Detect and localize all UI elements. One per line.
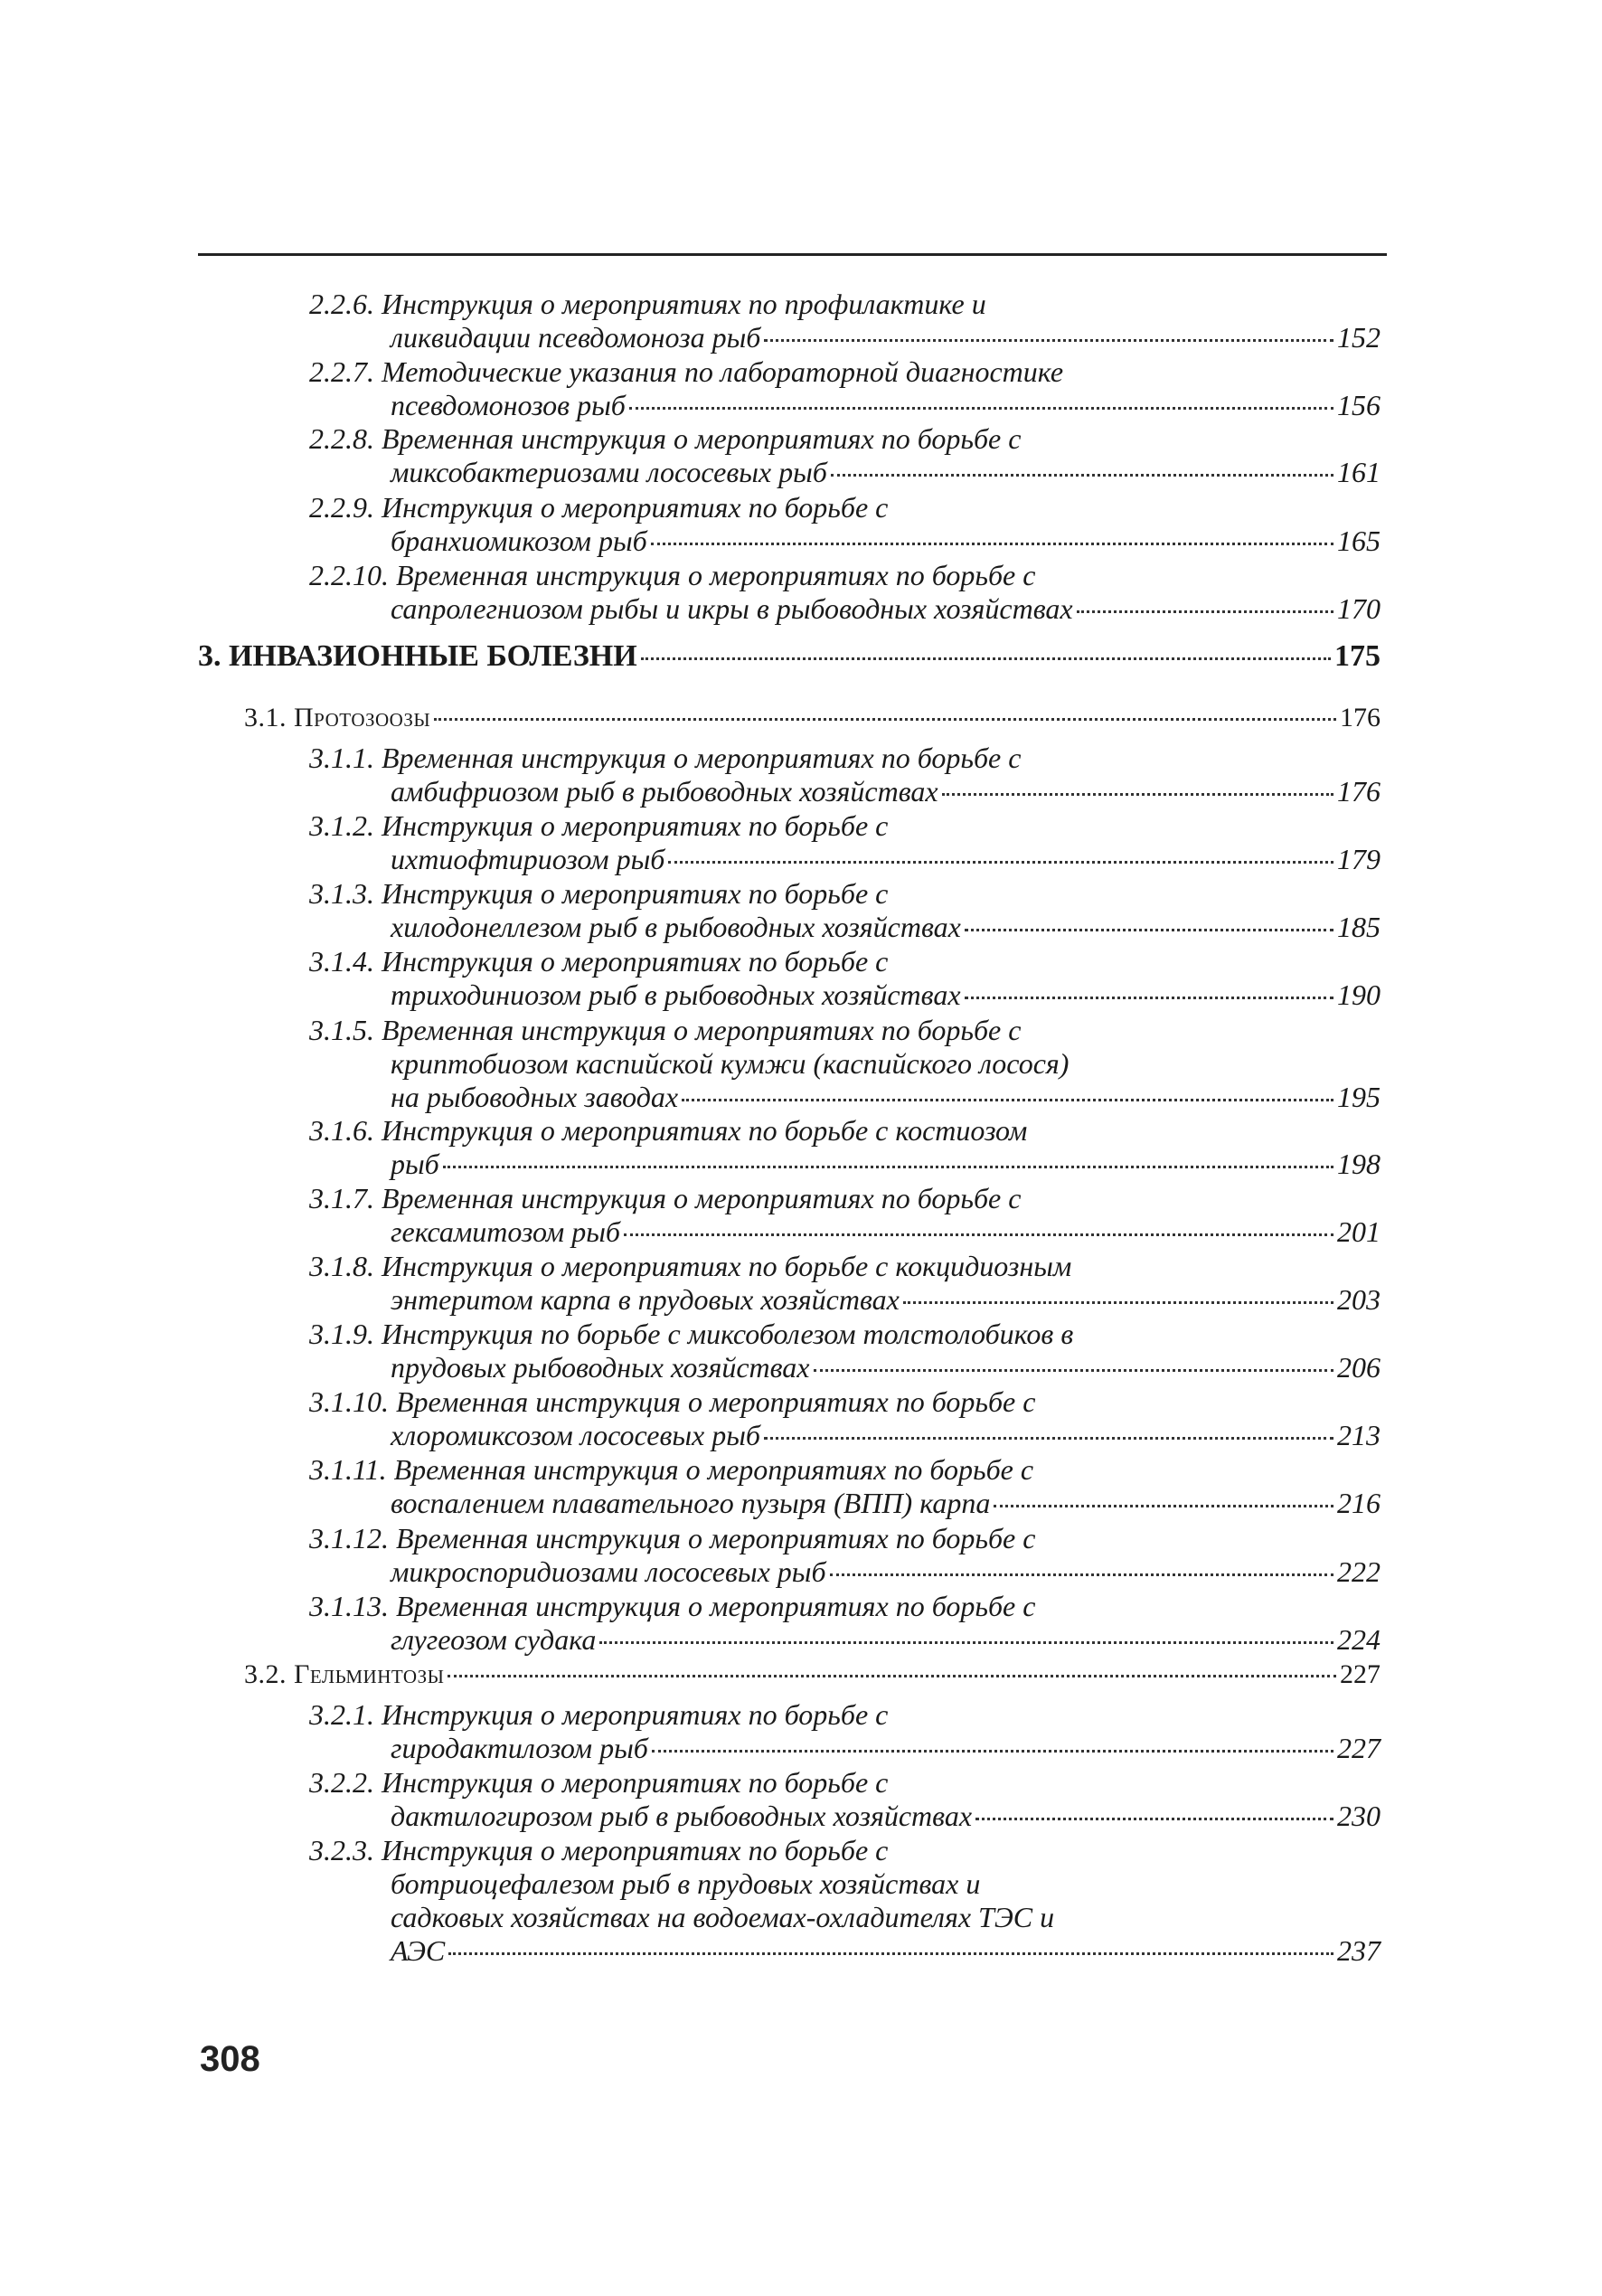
leader-dots	[443, 1166, 1333, 1168]
toc-entry[interactable]	[309, 1250, 1381, 1317]
toc-entry-title: сапролегниозом рыбы и икры в рыбоводных хозяйствах	[391, 592, 1073, 625]
toc-entry-line	[309, 1148, 1381, 1181]
toc-entry-line	[309, 1698, 1381, 1732]
toc-page-number: 170	[1337, 592, 1381, 625]
leader-dots	[965, 929, 1333, 931]
subsection-heading-title: 3.1. Протозоозы	[244, 703, 431, 732]
toc-entry-title: 3.1.1. Временная инструкция о мероприятиях по борьбе с	[309, 742, 1022, 774]
toc-entry-title: 3.1.8. Инструкция о мероприятиях по борьбе с кокцидиозным	[309, 1250, 1072, 1282]
toc-entry-line	[309, 1081, 1381, 1114]
toc-entry-line	[309, 1114, 1381, 1148]
leader-dots	[764, 339, 1333, 342]
toc-entry-line	[309, 843, 1381, 876]
toc-entry-title: 3.1.11. Временная инструкция о мероприятиях по борьбе с	[309, 1453, 1034, 1486]
toc-entry-line	[309, 1014, 1381, 1047]
toc-entry[interactable]	[309, 877, 1381, 944]
toc-entry-line	[309, 1555, 1381, 1589]
toc-entry-title: 2.2.6. Инструкция о мероприятиях по профилактике и	[309, 288, 986, 320]
subsection-heading-page: 227	[1340, 1659, 1381, 1689]
leader-dots	[942, 793, 1333, 796]
toc-entry-line	[309, 1732, 1381, 1765]
toc-page-number: 152	[1337, 321, 1381, 354]
toc-entry-line	[309, 1766, 1381, 1800]
toc-entry-title: псевдомонозов рыб	[391, 389, 626, 421]
section-heading-title: 3. ИНВАЗИОННЫЕ БОЛЕЗНИ	[198, 639, 637, 673]
toc-entry-line	[309, 809, 1381, 843]
toc-entry-line	[309, 978, 1381, 1012]
toc-page-number: 227	[1337, 1732, 1381, 1764]
leader-dots	[629, 407, 1333, 410]
toc-entry-title: хилодонеллезом рыб в рыбоводных хозяйствах	[391, 911, 961, 943]
toc-entry-title: АЭС	[391, 1934, 446, 1967]
toc-entry[interactable]	[309, 945, 1381, 1012]
section-heading[interactable]	[198, 638, 1381, 675]
toc-entry-title: микроспоридиозами лососевых рыб	[391, 1555, 826, 1588]
toc-entry[interactable]	[309, 1766, 1381, 1833]
toc-page-number: 201	[1337, 1215, 1381, 1248]
section-heading-page: 175	[1334, 639, 1381, 673]
toc-entry[interactable]	[309, 1182, 1381, 1249]
toc-entry-title: 3.1.5. Временная инструкция о мероприятиях по борьбе с	[309, 1014, 1022, 1046]
toc-entry-title: 3.2.2. Инструкция о мероприятиях по борьбе с	[309, 1766, 889, 1799]
toc-entry-line	[309, 1867, 1381, 1901]
toc-entry-title: 3.1.13. Временная инструкция о мероприятиях по борьбе с	[309, 1590, 1036, 1622]
toc-entry-line	[309, 1934, 1381, 1968]
toc-entry-line	[309, 389, 1381, 422]
toc-entry-title: прудовых рыбоводных хозяйствах	[391, 1351, 810, 1384]
toc-entry-title: 3.1.12. Временная инструкция о мероприятиях по борьбе с	[309, 1522, 1036, 1554]
leader-dots	[599, 1641, 1333, 1644]
toc-page-number: 224	[1337, 1623, 1381, 1656]
toc-entry-title: 3.2.1. Инструкция о мероприятиях по борьбе с	[309, 1698, 889, 1731]
toc-entry-title: ликвидации псевдомоноза рыб	[391, 321, 761, 354]
leader-dots	[652, 1750, 1333, 1753]
toc-entry[interactable]	[309, 809, 1381, 876]
toc-entry-line	[309, 1385, 1381, 1419]
leader-dots	[814, 1369, 1334, 1372]
toc-entry-line	[309, 1215, 1381, 1249]
leader-dots	[434, 718, 1336, 721]
toc-entry[interactable]	[309, 1114, 1381, 1181]
toc-entry[interactable]	[309, 1522, 1381, 1589]
toc-entry-line	[309, 1623, 1381, 1657]
leader-dots	[1077, 610, 1333, 613]
toc-entry-line	[309, 1351, 1381, 1384]
toc-entry-line	[309, 1590, 1381, 1623]
toc-entry-title: 2.2.9. Инструкция о мероприятиях по борьбе с	[309, 491, 889, 524]
toc-entry-line	[309, 945, 1381, 978]
page-number: 308	[200, 2039, 260, 2079]
toc-entry-line	[309, 1283, 1381, 1317]
toc-entry[interactable]	[309, 1318, 1381, 1384]
toc-page-number: 203	[1337, 1283, 1381, 1316]
leader-dots	[903, 1301, 1333, 1304]
toc-entry[interactable]	[309, 491, 1381, 558]
toc-entry-title: гексамитозом рыб	[391, 1215, 620, 1248]
leader-dots	[448, 1675, 1336, 1677]
toc-entry-line	[309, 1834, 1381, 1867]
toc-page-number: 156	[1337, 389, 1381, 421]
toc-entry-line	[309, 456, 1381, 489]
toc-entry[interactable]	[309, 1014, 1381, 1114]
leader-dots	[994, 1505, 1333, 1507]
toc-page-number: 222	[1337, 1555, 1381, 1588]
toc-entry-line	[309, 911, 1381, 944]
toc-entry-line	[309, 1419, 1381, 1452]
toc-entry-title: амбифриозом рыб в рыбоводных хозяйствах	[391, 775, 938, 808]
subsection-heading[interactable]	[244, 702, 1381, 734]
toc-entry-line	[309, 1047, 1381, 1081]
toc-entry-title: на рыбоводных заводах	[391, 1081, 679, 1113]
toc-entry-title: хлоромиксозом лососевых рыб	[391, 1419, 761, 1451]
leader-dots	[965, 997, 1333, 999]
toc-entry-line	[309, 1250, 1381, 1283]
toc-entry-line	[309, 1487, 1381, 1520]
toc-page-number: 216	[1337, 1487, 1381, 1519]
toc-page-number: 185	[1337, 911, 1381, 943]
toc-entry-title: ботриоцефалезом рыб в прудовых хозяйствах и	[391, 1867, 981, 1900]
toc-entry-line	[309, 422, 1381, 456]
toc-entry-title: 2.2.7. Методические указания по лабораторной диагностике	[309, 355, 1064, 388]
toc-page-number: 206	[1337, 1351, 1381, 1384]
toc-entry-title: 3.1.6. Инструкция о мероприятиях по борьбе с костиозом	[309, 1114, 1028, 1147]
toc-entry[interactable]	[309, 1834, 1381, 1968]
toc-entry[interactable]	[309, 288, 1381, 354]
toc-page-number: 176	[1337, 775, 1381, 808]
toc-page-number: 198	[1337, 1148, 1381, 1180]
toc-entry-title: энтеритом карпа в прудовых хозяйствах	[391, 1283, 900, 1316]
toc-entry[interactable]	[309, 1385, 1381, 1452]
leader-dots	[624, 1233, 1333, 1236]
toc-entry[interactable]	[309, 559, 1381, 626]
toc-entry-line	[309, 355, 1381, 389]
toc-entry-title: 3.1.4. Инструкция о мероприятиях по борьбе с	[309, 945, 889, 978]
toc-entry-title: 3.2.3. Инструкция о мероприятиях по борьбе с	[309, 1834, 889, 1866]
toc-entry-title: садковых хозяйствах на водоемах-охладителях ТЭС и	[391, 1901, 1055, 1933]
toc-entry-line	[309, 775, 1381, 808]
leader-dots	[651, 543, 1333, 545]
toc-page-number: 179	[1337, 843, 1381, 875]
toc-entry-line	[309, 877, 1381, 911]
leader-dots	[831, 474, 1333, 477]
toc-page-number: 161	[1337, 456, 1381, 488]
subsection-heading[interactable]	[244, 1658, 1381, 1691]
leader-dots	[764, 1437, 1333, 1440]
toc-entry-title: 2.2.8. Временная инструкция о мероприятиях по борьбе с	[309, 422, 1022, 455]
leader-dots	[975, 1818, 1333, 1820]
toc-entry[interactable]	[309, 742, 1381, 808]
toc-entry-title: воспалением плавательного пузыря (ВПП) карпа	[391, 1487, 991, 1519]
toc-entry-title: ихтиофтириозом рыб	[391, 843, 665, 875]
toc-entry-line	[309, 1522, 1381, 1555]
toc-entry-title: 3.1.7. Временная инструкция о мероприятиях по борьбе с	[309, 1182, 1022, 1214]
toc-entry-title: миксобактериозами лососевых рыб	[391, 456, 827, 488]
toc-entry-line	[309, 1800, 1381, 1833]
toc-entry-title: дактилогирозом рыб в рыбоводных хозяйствах	[391, 1800, 973, 1832]
toc-entry-line	[309, 742, 1381, 775]
toc-entry-title: рыб	[391, 1148, 439, 1180]
toc-page-number: 213	[1337, 1419, 1381, 1451]
toc-page-number: 190	[1337, 978, 1381, 1011]
toc-entry-line	[309, 288, 1381, 321]
toc-page-number: 230	[1337, 1800, 1381, 1832]
leader-dots	[682, 1099, 1333, 1101]
toc-entry-line	[309, 321, 1381, 354]
toc-entry-title: 2.2.10. Временная инструкция о мероприятиях по борьбе с	[309, 559, 1036, 591]
toc-entry-line	[309, 491, 1381, 524]
subsection-heading-page: 176	[1340, 703, 1381, 732]
toc-entry[interactable]	[309, 1453, 1381, 1520]
toc-entry-title: криптобиозом каспийской кумжи (каспийского лосося)	[391, 1047, 1070, 1080]
toc-entry-title: бранхиомикозом рыб	[391, 524, 647, 557]
toc-entry[interactable]	[309, 422, 1381, 489]
toc-entry-line	[309, 524, 1381, 558]
toc-entry-line	[309, 1453, 1381, 1487]
toc-entry-title: 3.1.2. Инструкция о мероприятиях по борьбе с	[309, 809, 889, 842]
toc-entry-line	[309, 1318, 1381, 1351]
toc-entry-title: триходиниозом рыб в рыбоводных хозяйствах	[391, 978, 961, 1011]
toc-entry-title: гиродактилозом рыб	[391, 1732, 648, 1764]
toc-page-number: 237	[1337, 1934, 1381, 1967]
toc-entry-line	[309, 559, 1381, 592]
leader-dots	[448, 1952, 1333, 1955]
toc-entry-title: 3.1.3. Инструкция о мероприятиях по борьбе с	[309, 877, 889, 910]
toc-entry[interactable]	[309, 355, 1381, 422]
toc-entry-title: глугеозом судака	[391, 1623, 597, 1656]
toc-page-number: 165	[1337, 524, 1381, 557]
leader-dots	[641, 657, 1331, 660]
toc-entry-title: 3.1.9. Инструкция по борьбе с миксоболезом толстолобиков в	[309, 1318, 1074, 1350]
toc-page-number: 195	[1337, 1081, 1381, 1113]
toc-entry[interactable]	[309, 1590, 1381, 1657]
toc-entry[interactable]	[309, 1698, 1381, 1765]
toc-entry-line	[309, 1901, 1381, 1934]
leader-dots	[668, 861, 1333, 864]
toc-entry-line	[309, 592, 1381, 626]
leader-dots	[830, 1573, 1333, 1576]
toc-entry-title: 3.1.10. Временная инструкция о мероприятиях по борьбе с	[309, 1385, 1036, 1418]
subsection-heading-title: 3.2. Гельминтозы	[244, 1659, 445, 1689]
toc-entry-line	[309, 1182, 1381, 1215]
